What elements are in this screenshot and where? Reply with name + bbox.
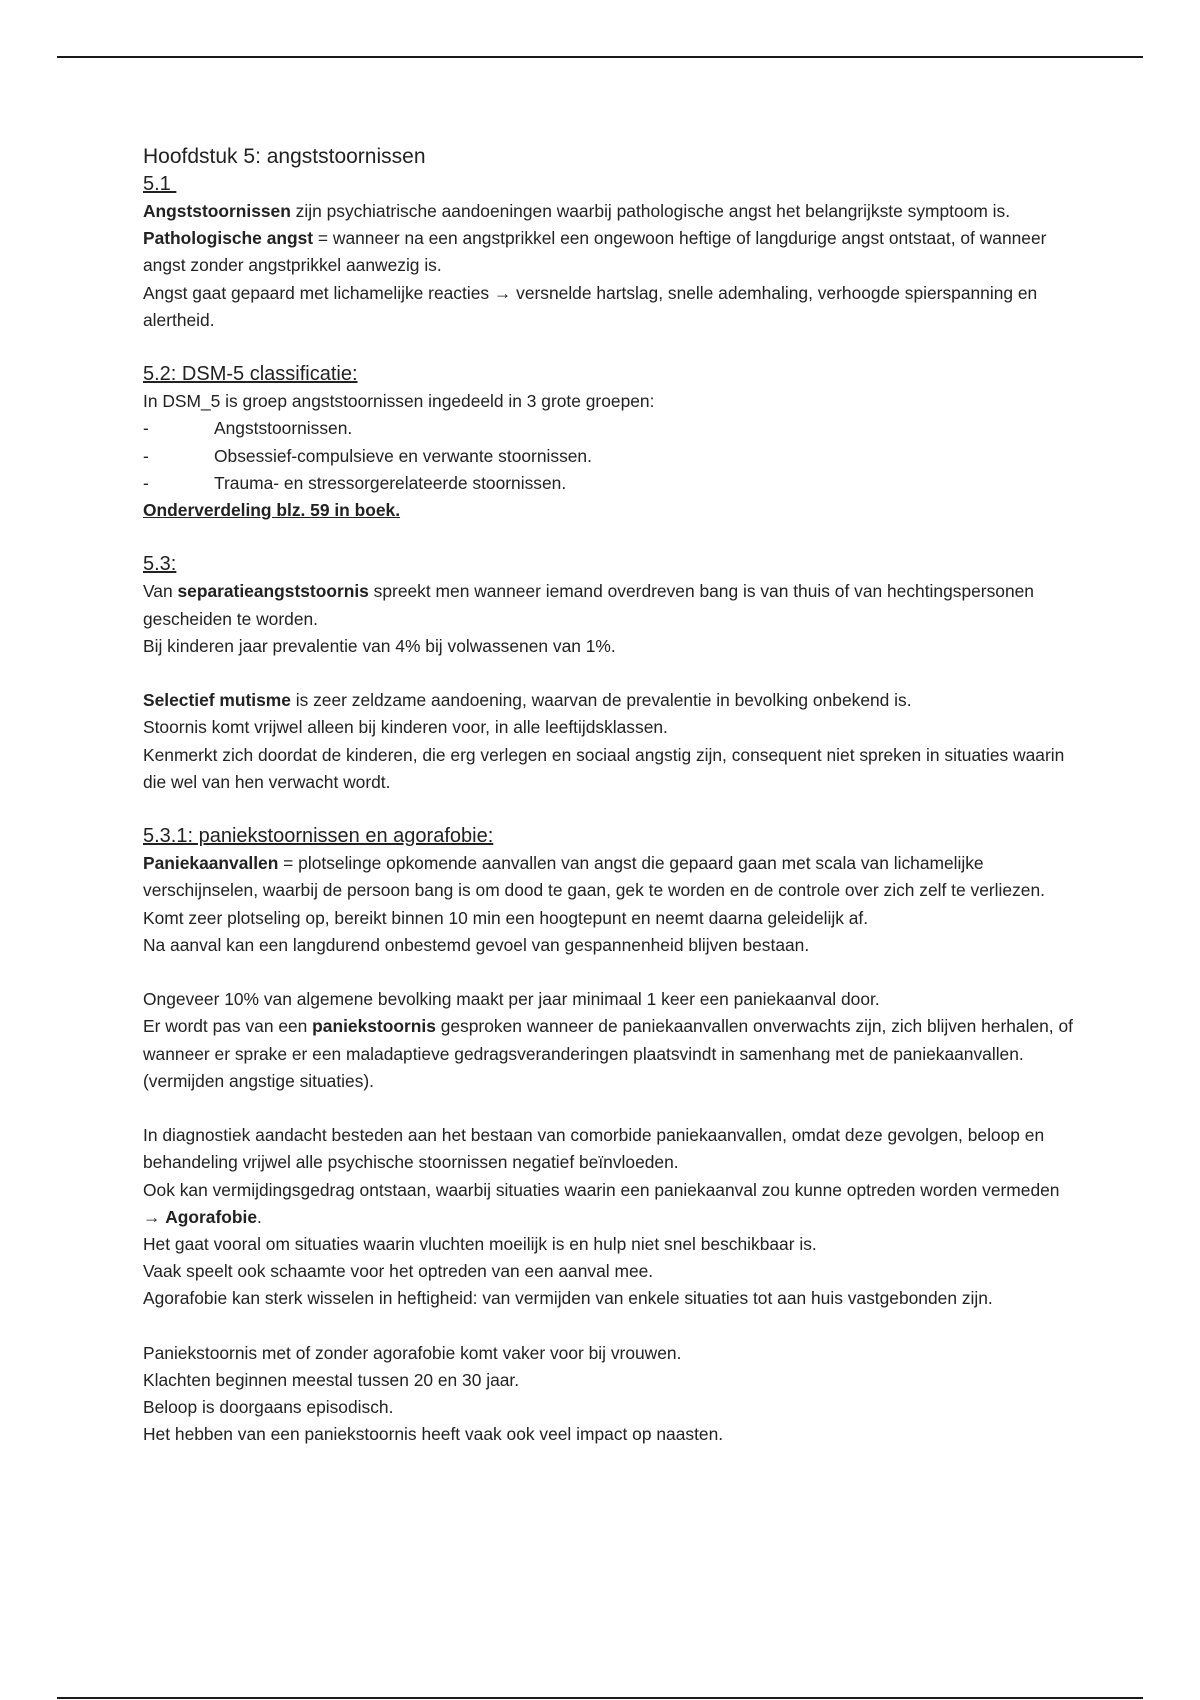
paragraph: Beloop is doorgaans episodisch. [143,1397,394,1418]
bullet-dash: - [143,445,149,466]
paragraph: Na aanval kan een langdurend onbestemd gevoel van gespannenheid blijven bestaan. [143,934,810,955]
paragraph: Angststoornissen zijn psychiatrische aandoeningen waarbij pathologische angst het belangrijkste symptoom is. [143,201,1011,221]
document-body [143,143,1078,1449]
paragraph: Pathologische angst = wanneer na een angstprikkel een ongewoon heftige of langdurige angst ontstaat, of wanneer angst zonder angstprikkel aanwezig is. [143,228,1047,276]
section-5-1-heading: 5.1 [143,173,177,195]
bullet-dash: - [143,418,149,439]
list-item: - Trauma- en stressorgerelateerde stoornissen. [143,470,1078,497]
paragraph: In DSM_5 is groep angststoornissen ingedeeld in 3 grote groepen: [143,391,655,412]
section-5-3-1-heading: 5.3.1: paniekstoornissen en agorafobie: [143,825,494,848]
paragraph: Er wordt pas van een paniekstoornis gesproken wanneer de paniekaanvallen onverwachts zijn, zich blijven herhalen, of wanneer er sprake er een maladaptieve gedragsveranderingen plaatsvindt in samenhang met de paniekaanvallen. (vermijden angstige situaties). [143,1016,1073,1091]
list-item: - Angststoornissen. [143,415,1078,442]
paragraph: Agorafobie kan sterk wisselen in heftigheid: van vermijden van enkele situaties tot aan huis vastgebonden zijn. [143,1288,993,1309]
paragraph: Stoornis komt vrijwel alleen bij kinderen voor, in alle leeftijdsklassen. [143,717,668,738]
paragraph: Komt zeer plotseling op, bereikt binnen 10 min een hoogtepunt en neemt daarna geleidelijk af. [143,907,869,928]
paragraph: Vaak speelt ook schaamte voor het optreden van een aanval mee. [143,1261,654,1282]
term: Angststoornissen [143,201,291,221]
paragraph: In diagnostiek aandacht besteden aan het bestaan van comorbide paniekaanvallen, omdat deze gevolgen, beloop en behandeling vrijwel alle psychische stoornissen negatief beïnvloeden. [143,1125,1045,1173]
chapter-title: Hoofdstuk 5: angststoornissen [143,145,426,168]
paragraph: Ongeveer 10% van algemene bevolking maakt per jaar minimaal 1 keer een paniekaanval door. [143,989,880,1010]
paragraph: Het hebben van een paniekstoornis heeft vaak ook veel impact op naasten. [143,1424,724,1445]
section-5-3-heading: 5.3: [143,553,177,576]
paragraph: Selectief mutisme is zeer zeldzame aandoening, waarvan de prevalentie in bevolking onbekend is. [143,690,912,711]
book-reference-note: Onderverdeling blz. 59 in boek. [143,500,401,521]
term: Paniekaanvallen [143,853,279,874]
paragraph: Bij kinderen jaar prevalentie van 4% bij volwassenen van 1%. [143,635,616,656]
paragraph: Het gaat vooral om situaties waarin vluchten moeilijk is en hulp niet snel beschikbaar is. [143,1234,817,1255]
term: Pathologische angst [143,228,314,249]
paragraph: Klachten beginnen meestal tussen 20 en 30 jaar. [143,1370,520,1391]
bullet-dash: - [143,472,149,493]
paragraph: Ook kan vermijdingsgedrag ontstaan, waarbij situaties waarin een paniekaanval zou kunne optreden worden vermeden → Agorafobie. [143,1179,1060,1227]
term: paniekstoornis [312,1016,436,1037]
term: Agorafobie [165,1206,258,1227]
term: Selectief mutisme [143,690,291,711]
paragraph: Angst gaat gepaard met lichamelijke reacties → versnelde hartslag, snelle ademhaling, verhoogde spierspanning en alertheid. [143,282,1038,330]
paragraph: Kenmerkt zich doordat de kinderen, die erg verlegen en sociaal angstig zijn, consequent niet spreken in situaties waarin die wel van hen verwacht wordt. [143,744,1065,792]
paragraph: Van separatieangststoornis spreekt men wanneer iemand overdreven bang is van thuis of van hechtingspersonen gescheiden te worden. [143,581,1034,629]
paragraph: Paniekaanvallen = plotselinge opkomende aanvallen van angst die gepaard gaan met scala van lichamelijke verschijnselen, waarbij de persoon bang is om dood te gaan, gek te worden en de controle over zich zelf te verliezen. [143,853,1045,901]
list-item: - Obsessief-compulsieve en verwante stoornissen. [143,443,1078,470]
section-5-2-heading: 5.2: DSM-5 classificatie: [143,363,358,386]
header-rule [57,56,1143,58]
term: separatieangststoornis [177,581,369,602]
paragraph: Paniekstoornis met of zonder agorafobie komt vaker voor bij vrouwen. [143,1342,682,1363]
footer-rule [57,1697,1143,1699]
